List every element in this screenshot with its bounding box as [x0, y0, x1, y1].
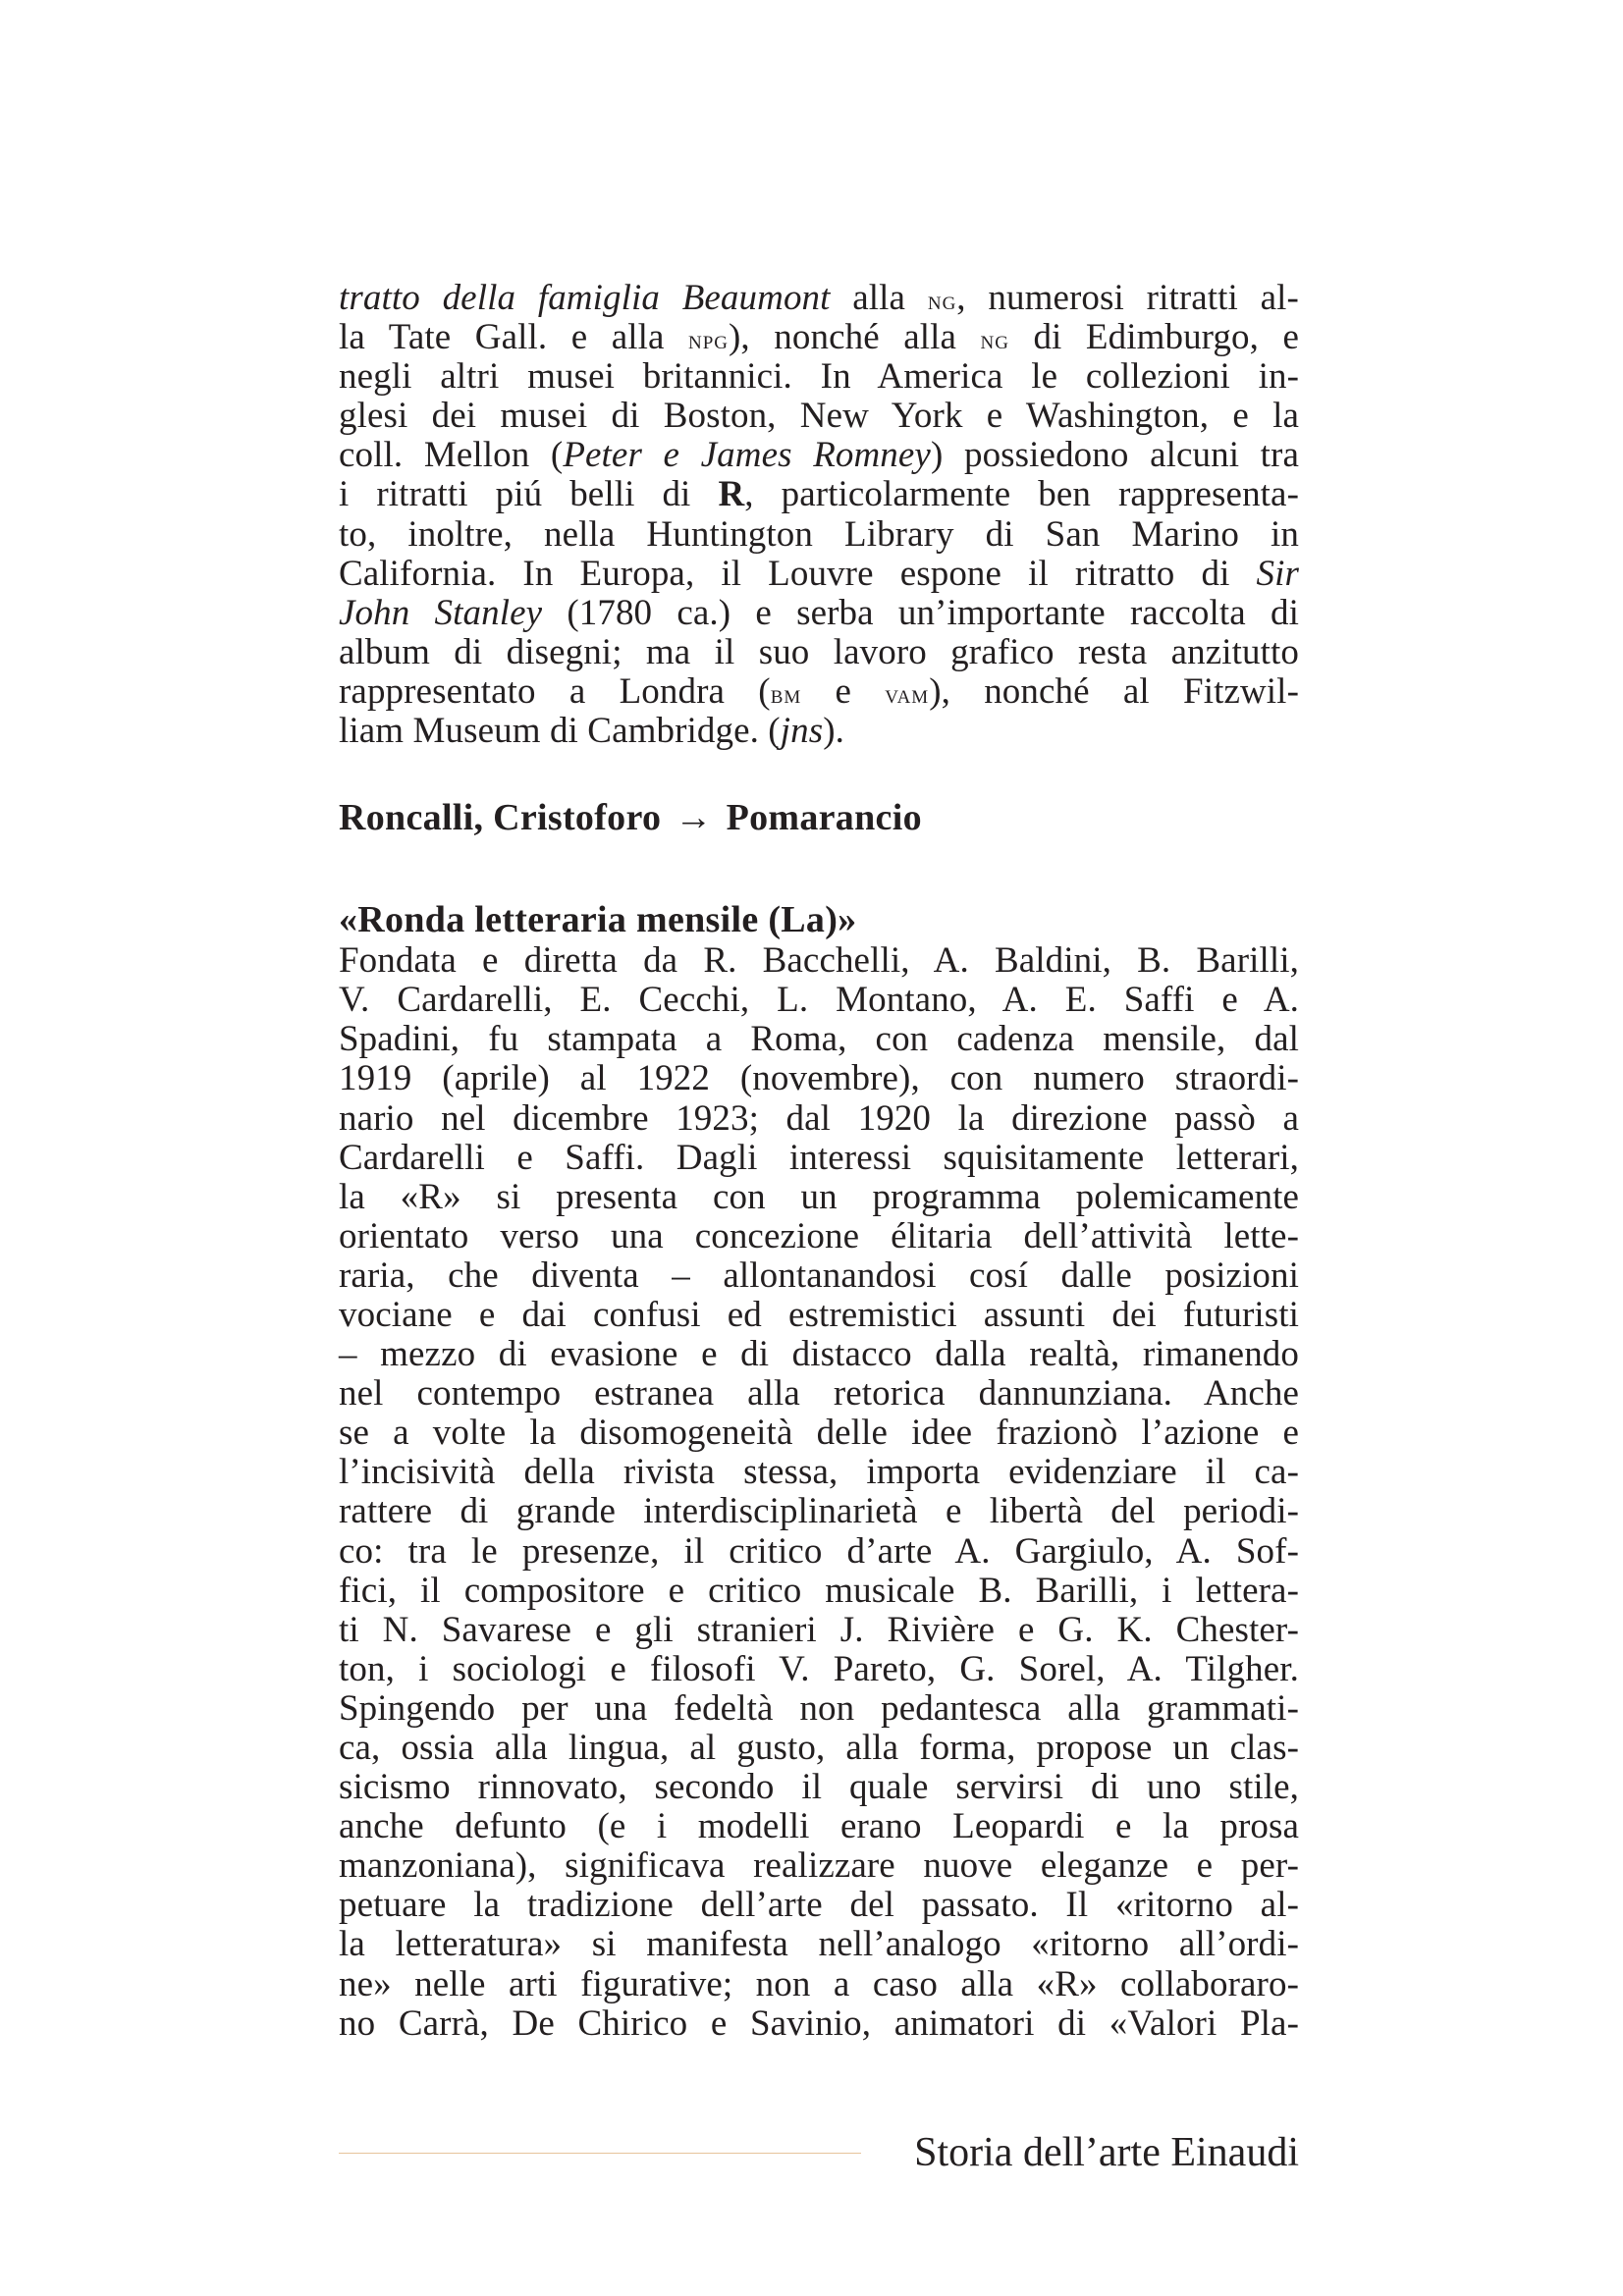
- text-line: – mezzo di evasione e di distacco dalla realtà, rimanendo: [339, 1334, 1299, 1375]
- text-line: raria, che diventa – allontanandosi cosí dalle posizioni: [339, 1255, 1299, 1296]
- abbreviation: ng: [927, 286, 957, 315]
- text-line: coll. Mellon (Peter e James Romney) possiedono alcuni tra: [339, 435, 1299, 476]
- text-line: manzoniana), significava realizzare nuove eleganze e per-: [339, 1845, 1299, 1887]
- text-line: negli altri musei britannici. In America le collezioni in-: [339, 356, 1299, 398]
- text-line: to, inoltre, nella Huntington Library di San Marino in: [339, 513, 1299, 555]
- text-line: liam Museum di Cambridge. (jns).: [339, 711, 844, 752]
- text-line: glesi dei musei di Boston, New York e Washington, e la: [339, 396, 1299, 437]
- text-line: fici, il compositore e critico musicale B. Barilli, i lettera-: [339, 1570, 1299, 1611]
- text-line: rappresentato a Londra (bm e vam), nonché al Fitzwil-: [339, 670, 1299, 712]
- abbreviation: ng: [980, 325, 1009, 355]
- text-line: sicismo rinnovato, secondo il quale servirsi di uno stile,: [339, 1767, 1299, 1808]
- text-line: ne» nelle arti figurative; non a caso alla «R» collaboraro-: [339, 1963, 1299, 2004]
- text-line: se a volte la disomogeneità delle idee frazionò l’azione e: [339, 1413, 1299, 1454]
- abbreviation: bm: [770, 678, 802, 709]
- footer-rule: [339, 2153, 861, 2154]
- text-column: [339, 279, 1299, 2044]
- text-line: V. Cardarelli, E. Cecchi, L. Montano, A. E. Saffi e A.: [339, 980, 1299, 1021]
- entry-name: Roncalli, Cristoforo: [339, 797, 662, 839]
- page-footer: [339, 2128, 1299, 2177]
- cross-reference-target: Pomarancio: [726, 797, 922, 839]
- text-line: la «R» si presenta con un programma polemicamente: [339, 1176, 1299, 1217]
- italic-title: Sir: [1256, 553, 1299, 594]
- abbreviation: vam: [885, 678, 930, 709]
- text-line: nel contempo estranea alla retorica dannunziana. Anche: [339, 1373, 1299, 1415]
- text-line: co: tra le presenze, il critico d’arte A. Gargiulo, A. Sof-: [339, 1530, 1299, 1572]
- text-line: la Tate Gall. e alla npg), nonché alla ng di Edimburgo, e: [339, 317, 1299, 358]
- text-line: 1919 (aprile) al 1922 (novembre), con numero straordi-: [339, 1058, 1299, 1099]
- text-line: petuare la tradizione dell’arte del passato. Il «ritorno al-: [339, 1885, 1299, 1926]
- italic-title: Peter e James Romney: [563, 435, 931, 476]
- text-line: tratto della famiglia Beaumont alla ng, numerosi ritratti al-: [339, 278, 1299, 318]
- italic-title: John Stanley: [339, 592, 543, 633]
- entry-heading-roncalli: [339, 796, 1299, 839]
- text-line: ti N. Savarese e gli stranieri J. Rivière e G. K. Chester-: [339, 1609, 1299, 1650]
- author-initials: jns: [780, 711, 824, 752]
- text-line: orientato verso una concezione élitaria dell’attività lette-: [339, 1215, 1299, 1256]
- text-line: i ritratti piú belli di R, particolarmente ben rappresenta-: [339, 474, 1300, 515]
- text-line: nario nel dicembre 1923; dal 1920 la direzione passò a: [339, 1097, 1299, 1139]
- text-line: ca, ossia alla lingua, al gusto, alla forma, propose un clas-: [339, 1728, 1299, 1768]
- publication-title: Storia dell’arte Einaudi: [914, 2130, 1299, 2175]
- entry-heading-ronda: «Ronda letteraria mensile (La)»: [339, 899, 857, 941]
- cross-reference-arrow-icon: →: [675, 797, 713, 839]
- text-line: Spadini, fu stampata a Roma, con cadenza mensile, dal: [339, 1019, 1299, 1060]
- text-line: Cardarelli e Saffi. Dagli interessi squisitamente letterari,: [339, 1137, 1299, 1178]
- text-line: vociane e dai confusi ed estremistici assunti dei futuristi: [339, 1294, 1299, 1335]
- text-line: anche defunto (e i modelli erano Leopardi e la prosa: [339, 1806, 1299, 1847]
- text-line: Fondata e diretta da R. Bacchelli, A. Baldini, B. Barilli,: [339, 940, 1299, 982]
- text-line: rattere di grande interdisciplinarietà e libertà del periodi-: [339, 1491, 1299, 1532]
- text-line: no Carrà, De Chirico e Savinio, animatori di «Valori Pla-: [339, 2002, 1299, 2044]
- text-line: album di disegni; ma il suo lavoro grafico resta anzitutto: [339, 631, 1299, 672]
- text-line: ton, i sociologi e filosofi V. Pareto, G. Sorel, A. Tilgher.: [339, 1648, 1299, 1689]
- text-line: la letteratura» si manifesta nell’analogo «ritorno all’ordi-: [339, 1924, 1299, 1965]
- entry-initial: R: [718, 474, 745, 515]
- text-line: John Stanley (1780 ca.) e serba un’importante raccolta di: [339, 592, 1299, 633]
- text-line: l’incisività della rivista stessa, importa evidenziare il ca-: [339, 1452, 1299, 1493]
- text-line: California. In Europa, il Louvre espone il ritratto di Sir: [339, 553, 1299, 594]
- italic-title: tratto della famiglia Beaumont: [339, 278, 831, 318]
- text-line: Spingendo per una fedeltà non pedantesca alla grammati-: [339, 1687, 1299, 1729]
- entry-continuation: [339, 279, 1299, 751]
- abbreviation: npg: [688, 325, 730, 355]
- entry-body-ronda: [339, 941, 1299, 2044]
